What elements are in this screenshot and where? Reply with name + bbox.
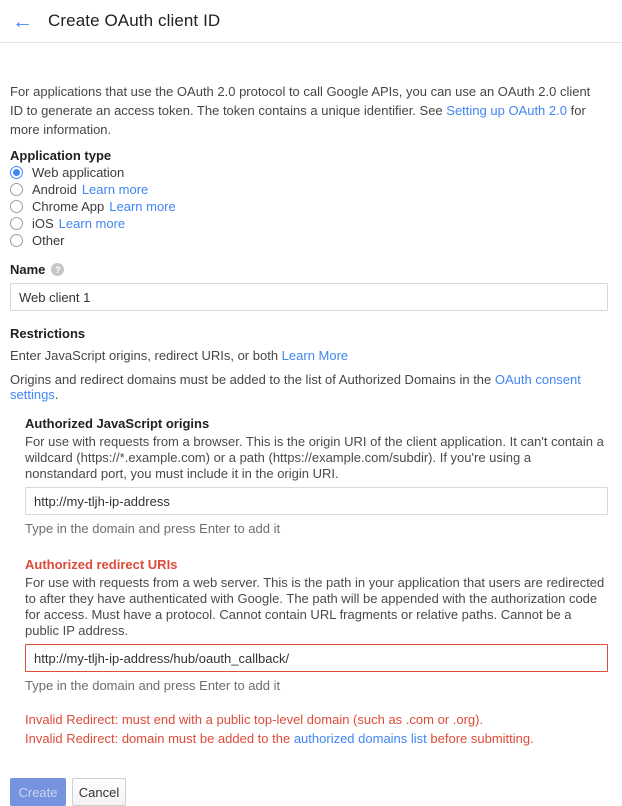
error-line-2 <box>25 729 608 748</box>
radio-option-label: Web application <box>32 164 125 180</box>
setting-up-oauth-link[interactable]: Setting up OAuth 2.0 <box>446 103 567 118</box>
radio-option-label: Other <box>32 232 65 248</box>
authorized-origins-input[interactable] <box>25 487 608 515</box>
authorized-redirects-input[interactable] <box>25 644 608 672</box>
application-type-label: Application type <box>10 148 112 163</box>
oauth-consent-settings-link[interactable]: OAuth consent settings <box>10 372 581 402</box>
radio-option-other[interactable] <box>10 232 608 248</box>
validation-errors <box>25 710 608 748</box>
authorized-origins-section <box>25 416 608 536</box>
error-line-2-suffix: before submitting. <box>426 731 534 746</box>
error-line-1: Invalid Redirect: must end with a public top-level domain (such as .com or .org). <box>25 712 484 727</box>
intro-text-after: for more information. <box>10 103 586 137</box>
page-title: Create OAuth client ID <box>48 11 221 30</box>
radio-option-label: iOS <box>32 215 54 231</box>
radio-icon[interactable] <box>10 183 23 196</box>
radio-icon[interactable] <box>10 234 23 247</box>
learn-more-link[interactable]: Learn more <box>109 198 176 214</box>
form-body <box>0 82 622 806</box>
name-field-block <box>10 262 608 311</box>
back-arrow-icon[interactable]: ← <box>12 9 33 33</box>
form-actions <box>10 778 608 806</box>
name-input[interactable] <box>10 283 608 311</box>
authorized-origins-hint: Type in the domain and press Enter to add it <box>25 521 281 536</box>
radio-option-ios[interactable] <box>10 215 608 231</box>
authorized-origins-label: Authorized JavaScript origins <box>25 416 210 431</box>
learn-more-link[interactable]: Learn more <box>58 215 126 231</box>
radio-icon[interactable] <box>10 200 23 213</box>
authorized-redirects-section <box>25 557 608 693</box>
page-header <box>0 0 622 43</box>
restrictions-line1-text: Enter JavaScript origins, redirect URIs, or both <box>10 348 282 363</box>
radio-option-chrome-app[interactable] <box>10 198 608 214</box>
authorized-origins-description: For use with requests from a browser. This is the origin URI of the client application. It can't contain a wildcard (https://*.example.com) or a path (https://example.com/subdir). If you're using a nonstandard port, you must include it in the origin URI. <box>25 434 604 481</box>
authorized-redirects-hint: Type in the domain and press Enter to add it <box>25 678 281 693</box>
radio-option-web-application[interactable] <box>10 164 608 180</box>
radio-icon[interactable] <box>10 166 23 179</box>
name-label: Name <box>10 262 46 277</box>
error-line-2-text: Invalid Redirect: domain must be added to the <box>25 731 294 746</box>
restrictions-learn-more-link[interactable]: Learn More <box>281 348 349 363</box>
restrictions-heading: Restrictions <box>10 326 86 341</box>
restrictions-line2-period: . <box>54 387 59 402</box>
restrictions-line2 <box>10 372 608 402</box>
restrictions-line1 <box>10 348 608 363</box>
authorized-domains-link[interactable]: authorized domains list <box>293 731 427 746</box>
learn-more-link[interactable]: Learn more <box>81 181 149 197</box>
intro-paragraph <box>10 82 606 139</box>
intro-text-before: For applications that use the OAuth 2.0 protocol to call Google APIs, you can use an OAuth 2.0 client ID to generate an access token. The token contains a unique identifier. See <box>10 84 591 118</box>
authorized-redirects-label: Authorized redirect URIs <box>25 557 178 572</box>
authorized-redirects-description: For use with requests from a web server. This is the path in your application that users are redirected to after they have authenticated with Google. The path will be appended with the authorization code for access. Must have a protocol. Cannot contain URL fragments or relative paths. Cannot be a public IP address. <box>25 575 605 638</box>
radio-icon[interactable] <box>10 217 23 230</box>
cancel-button[interactable]: Cancel <box>72 778 126 806</box>
application-type-group <box>10 148 608 248</box>
radio-option-android[interactable] <box>10 181 608 197</box>
create-button[interactable]: Create <box>10 778 66 806</box>
help-icon[interactable]: ? <box>51 263 64 276</box>
radio-option-label: Android <box>32 181 77 197</box>
radio-option-label: Chrome App <box>32 198 105 214</box>
restrictions-line2-text: Origins and redirect domains must be added to the list of Authorized Domains in the <box>10 372 495 387</box>
